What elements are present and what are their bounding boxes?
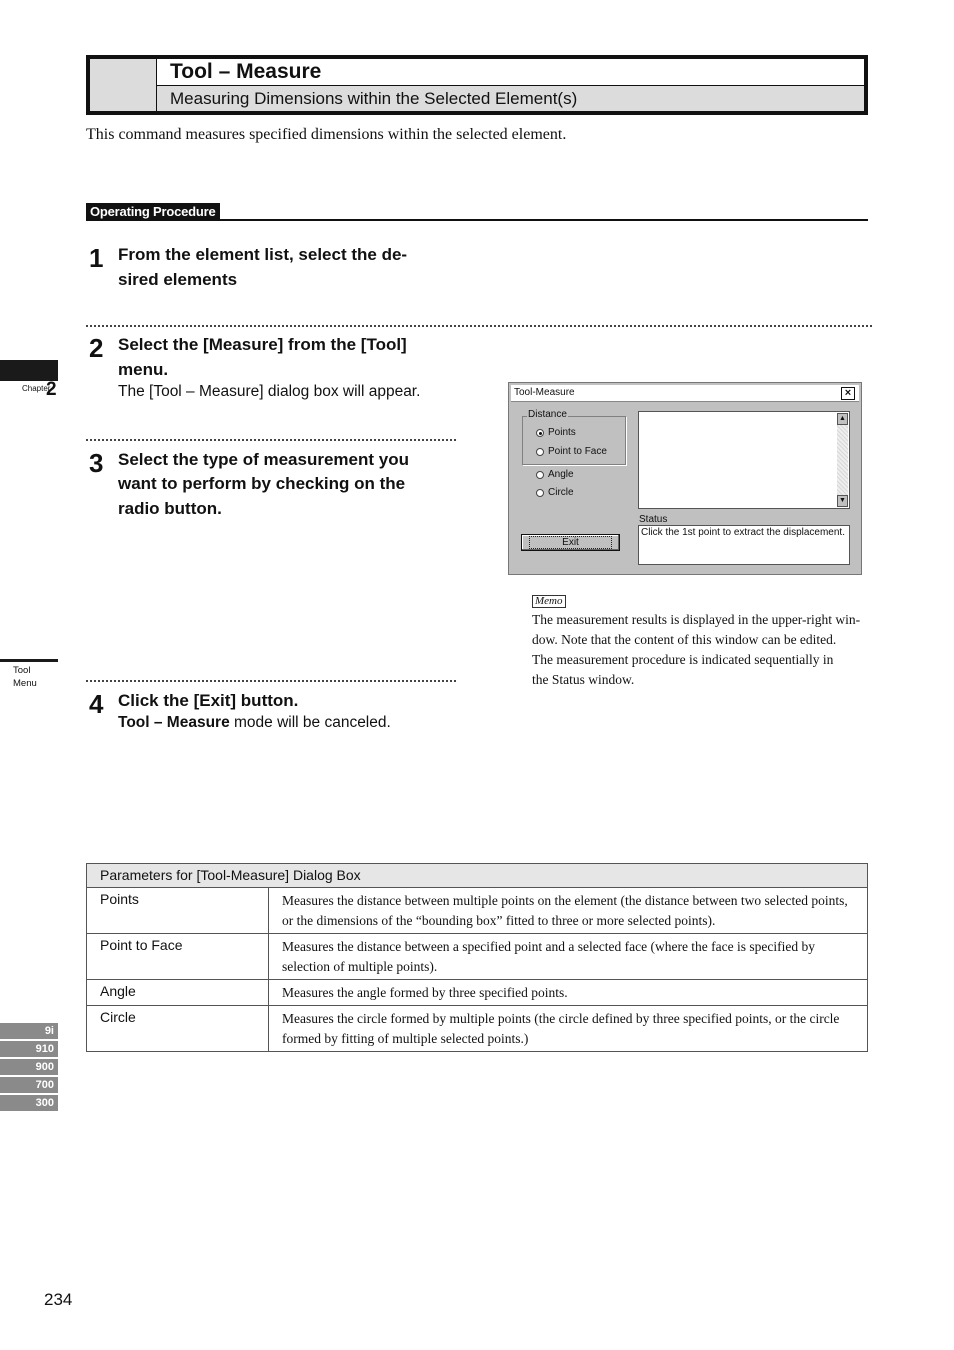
radio-circle[interactable] <box>536 487 574 498</box>
param-desc: Measures the angle formed by three specified points. <box>269 980 868 1006</box>
memo-text <box>532 610 872 690</box>
chapter-number: 2 <box>46 379 56 400</box>
step-1-number: 1 <box>89 243 103 273</box>
step-1-heading-line2: sired elements <box>118 270 238 289</box>
page-number: 234 <box>44 1290 73 1309</box>
table-row <box>87 980 868 1006</box>
page-subtitle: Measuring Dimensions within the Selected Element(s) <box>157 86 864 111</box>
close-icon[interactable]: × <box>841 387 855 400</box>
step-2-heading-line1: Select the [Measure] from the [Tool] <box>118 335 407 354</box>
model-tab-700: 700 <box>0 1077 58 1093</box>
step-3-heading-line2: want to perform by checking on the <box>118 474 406 493</box>
radio-points[interactable] <box>536 427 576 438</box>
step-2-heading-line2: menu. <box>118 360 169 379</box>
section-header <box>86 55 868 115</box>
table-row <box>87 934 868 980</box>
memo-line: The measurement procedure is indicated sequentially in <box>532 652 834 667</box>
distance-group <box>522 416 626 465</box>
scroll-down-icon[interactable]: ▼ <box>837 495 848 507</box>
status-label: Status <box>639 514 668 525</box>
radio-angle-label: Angle <box>548 469 574 480</box>
step-4-heading: Click the [Exit] button. <box>118 691 299 710</box>
tool-label: Tool <box>13 665 31 676</box>
exit-button-label: Exit <box>530 537 611 548</box>
param-name: Points <box>87 888 269 934</box>
memo-icon: Memo <box>532 595 566 608</box>
step-1-heading-line1: From the element list, select the de- <box>118 245 408 264</box>
chapter-label: Chapter <box>22 384 51 393</box>
step-divider <box>86 439 456 441</box>
results-textarea[interactable] <box>638 411 850 509</box>
dialog-titlebar <box>511 385 859 402</box>
tool-menu-label <box>13 664 37 690</box>
memo-line: The measurement results is displayed in the upper-right win- <box>532 612 861 627</box>
chapter-tab <box>0 360 58 381</box>
step-2-body: The [Tool – Measure] dialog box will appear. <box>118 383 421 400</box>
step-3-heading-line1: Select the type of measurement you <box>118 450 409 469</box>
scroll-up-icon[interactable]: ▲ <box>837 413 848 425</box>
step-3-number: 3 <box>89 448 103 478</box>
section-rule <box>86 219 868 221</box>
tool-menu-tab <box>0 659 58 662</box>
radio-points-label: Points <box>548 427 576 438</box>
table-header: Parameters for [Tool-Measure] Dialog Box <box>87 864 868 888</box>
step-4-body-bold: Tool – Measure <box>118 714 230 731</box>
step-divider <box>86 680 456 682</box>
intro-text: This command measures specified dimensions within the selected element. <box>86 126 567 143</box>
status-field: Click the 1st point to extract the displacement. <box>638 525 850 565</box>
step-4-body-rest: mode will be canceled. <box>229 714 391 731</box>
radio-point-to-face-label: Point to Face <box>548 446 607 457</box>
table-row <box>87 888 868 934</box>
param-name: Point to Face <box>87 934 269 980</box>
radio-unchecked-icon <box>536 471 544 479</box>
model-tab-900: 900 <box>0 1059 58 1075</box>
step-divider <box>86 325 872 327</box>
radio-circle-label: Circle <box>548 487 574 498</box>
model-tab-9i: 9i <box>0 1023 58 1039</box>
menu-label: Menu <box>13 678 37 689</box>
param-name: Angle <box>87 980 269 1006</box>
results-scrollbar[interactable] <box>837 413 848 507</box>
memo-line: dow. Note that the content of this window can be edited. <box>532 632 837 647</box>
parameters-table <box>86 863 868 1052</box>
tool-measure-dialog <box>508 382 862 575</box>
table-row <box>87 1006 868 1052</box>
dialog-title: Tool-Measure <box>514 387 575 398</box>
radio-angle[interactable] <box>536 469 574 480</box>
step-4-number: 4 <box>89 689 103 719</box>
page-title: Tool – Measure <box>157 59 864 85</box>
operating-procedure-tag: Operating Procedure <box>86 203 220 221</box>
step-2-number: 2 <box>89 333 103 363</box>
param-desc: Measures the distance between multiple points on the element (the distance between two selected points, or the dimensions of the “bounding box” fitted to three or more selected points). <box>269 888 868 934</box>
memo-line: the Status window. <box>532 672 635 687</box>
radio-checked-icon <box>536 429 544 437</box>
distance-group-label: Distance <box>528 409 567 420</box>
param-desc: Measures the circle formed by multiple points (the circle defined by three specified points, or the circle formed by fitting of multiple selected points.) <box>269 1006 868 1052</box>
step-3-heading-line3: radio button. <box>118 499 222 518</box>
table-header-row <box>87 864 868 888</box>
exit-button[interactable] <box>521 534 620 551</box>
param-desc: Measures the distance between a specified point and a selected face (where the face is specified by selection of multiple points). <box>269 934 868 980</box>
radio-point-to-face[interactable] <box>536 446 607 457</box>
radio-unchecked-icon <box>536 448 544 456</box>
param-name: Circle <box>87 1006 269 1052</box>
model-tab-910: 910 <box>0 1041 58 1057</box>
step-4-body <box>118 713 391 733</box>
header-marker <box>90 59 156 111</box>
model-tab-300: 300 <box>0 1095 58 1111</box>
radio-unchecked-icon <box>536 489 544 497</box>
